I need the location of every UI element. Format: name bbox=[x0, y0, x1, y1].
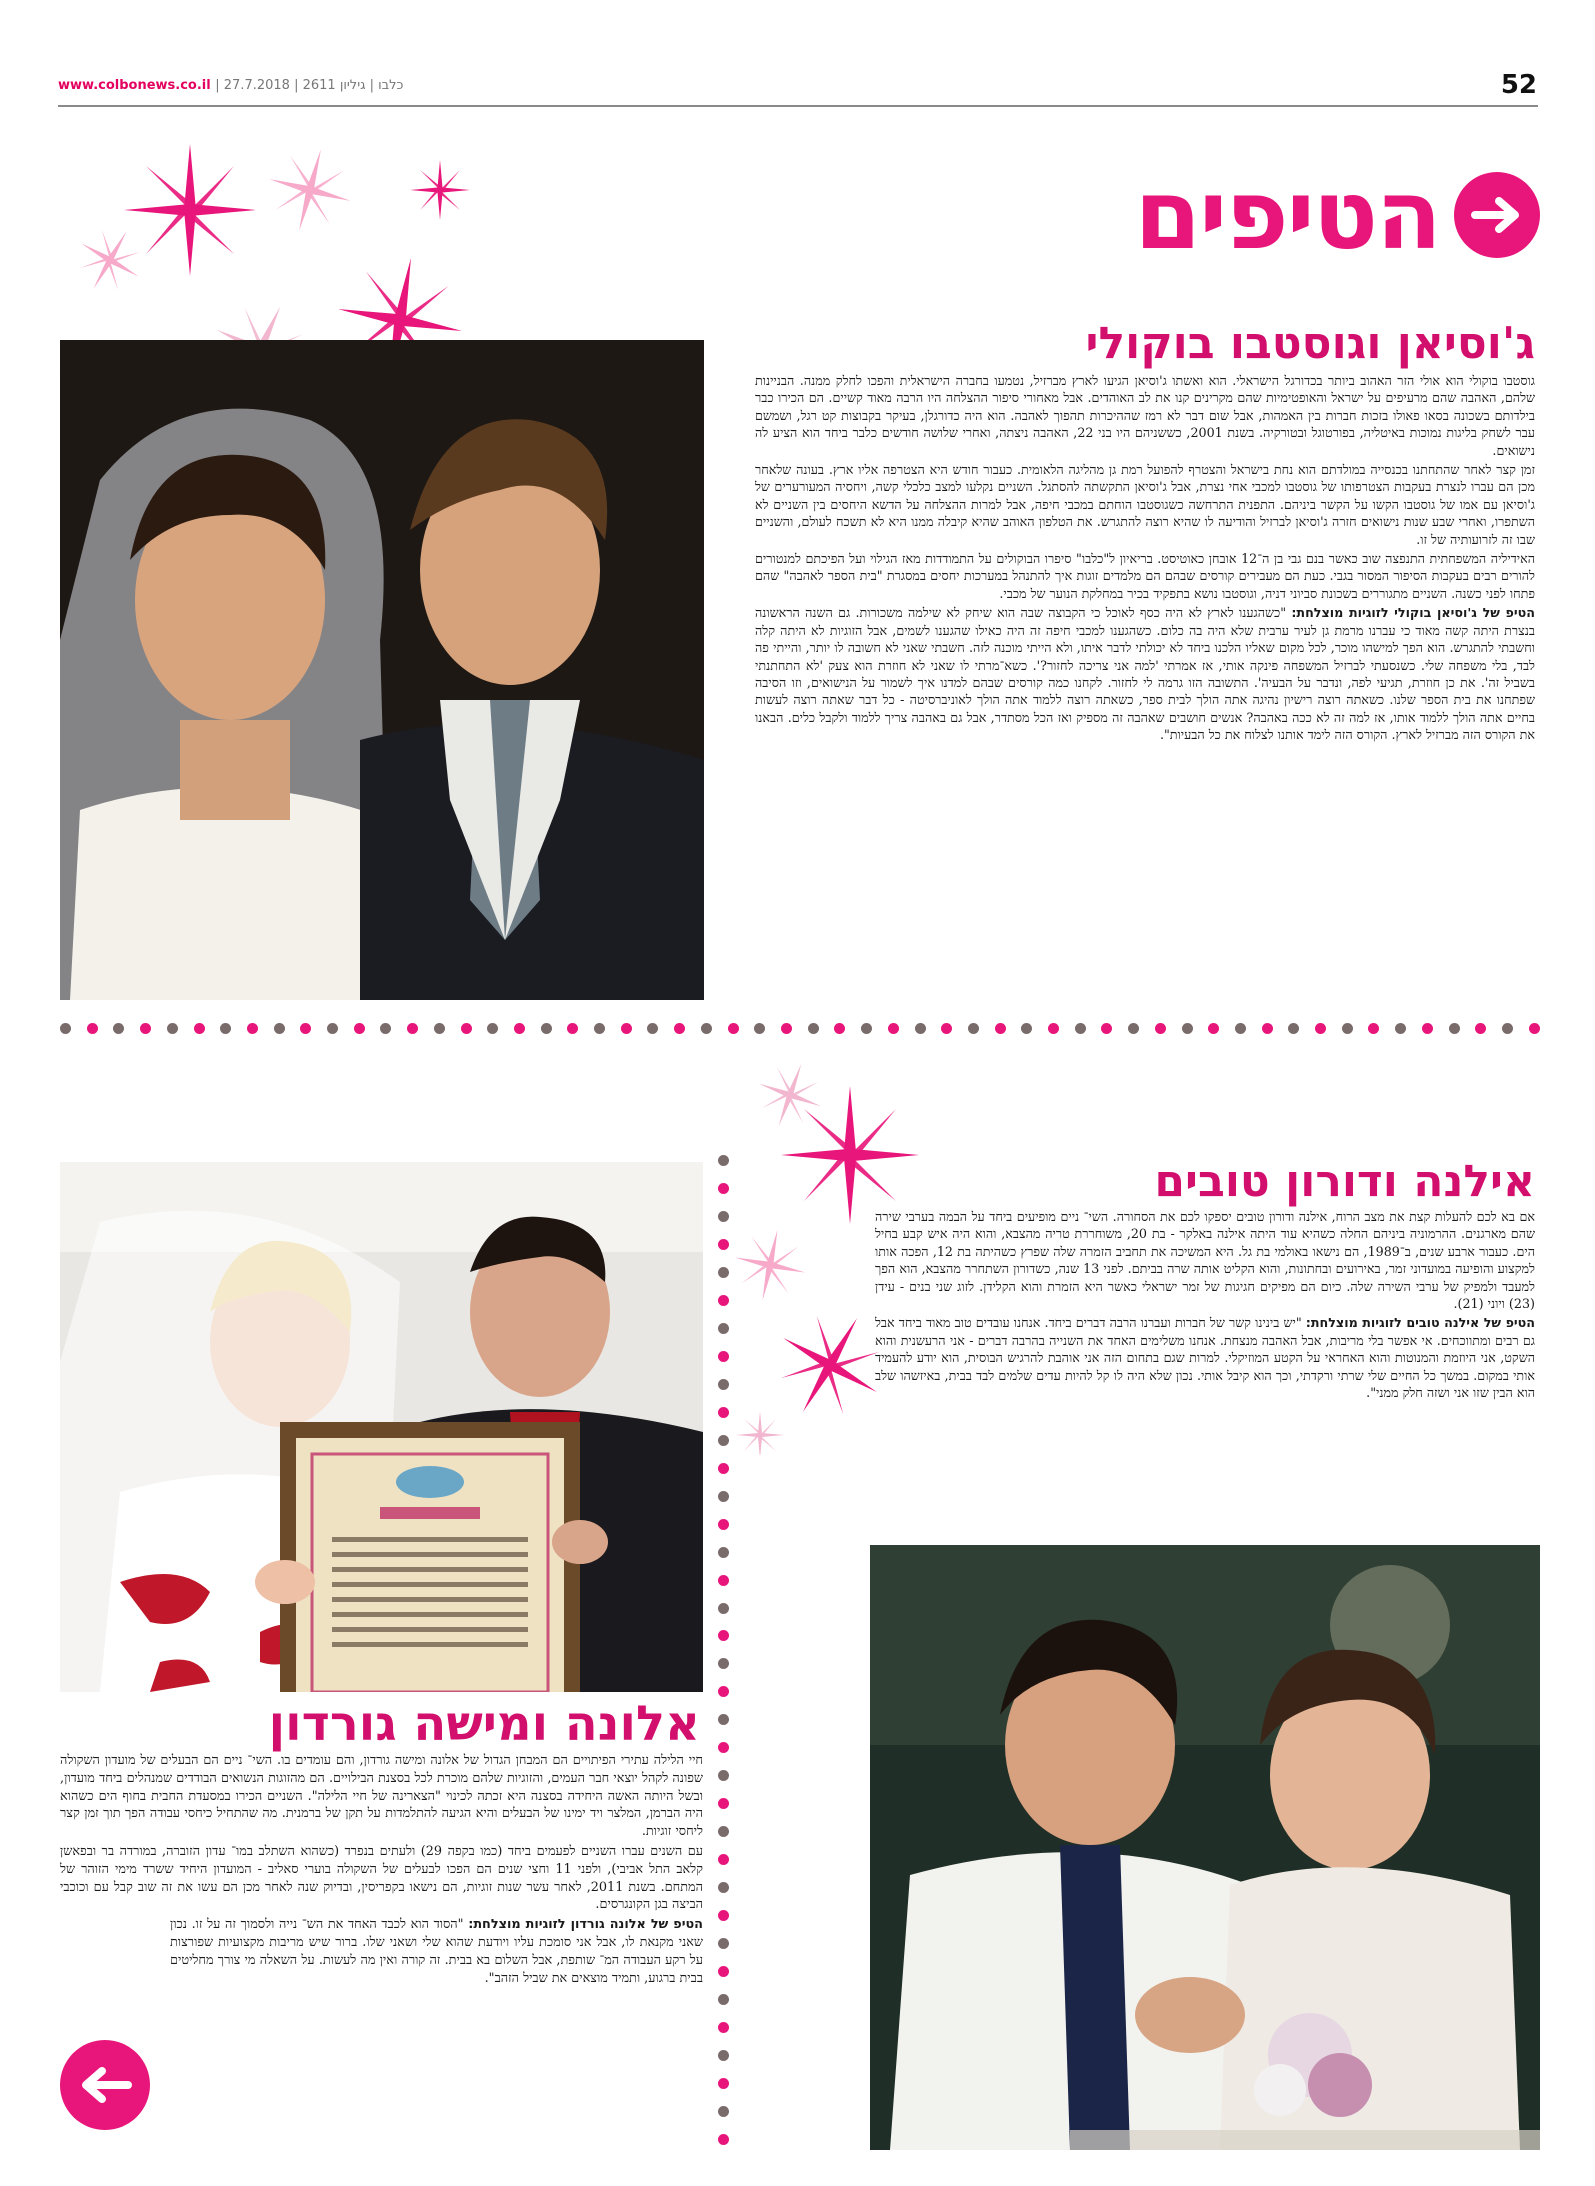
page-number: 52 bbox=[1500, 70, 1537, 100]
divider-dot bbox=[300, 1023, 311, 1034]
couple-vintage-photo bbox=[870, 1545, 1540, 2150]
divider-dot bbox=[1288, 1023, 1299, 1034]
divider-dot bbox=[1101, 1023, 1112, 1034]
divider-dot bbox=[247, 1023, 258, 1034]
divider-dot bbox=[718, 1547, 729, 1558]
divider-dot bbox=[808, 1023, 819, 1034]
divider-dot bbox=[754, 1023, 765, 1034]
divider-dot bbox=[718, 1966, 729, 1977]
divider-dot bbox=[354, 1023, 365, 1034]
divider-dot bbox=[718, 2134, 729, 2145]
divider-dot bbox=[718, 1658, 729, 1669]
divider-dot bbox=[718, 1323, 729, 1334]
divider-dot bbox=[718, 1491, 729, 1502]
divider-dot bbox=[1048, 1023, 1059, 1034]
divider-dot bbox=[718, 2022, 729, 2033]
divider-dot bbox=[781, 1023, 792, 1034]
divider-dot bbox=[718, 1407, 729, 1418]
story3-tip-lead: הטיפ של אלונה גורדון לזוגיות מוצלחת: bbox=[468, 1917, 703, 1933]
divider-dot bbox=[1021, 1023, 1032, 1034]
dotted-column-divider bbox=[718, 1155, 729, 2145]
story3-body bbox=[60, 1752, 703, 1989]
section-title: הטיפים bbox=[1134, 159, 1440, 271]
divider-dot bbox=[718, 1435, 729, 1446]
dotted-divider bbox=[60, 1023, 1540, 1034]
divider-dot bbox=[718, 1742, 729, 1753]
ketubah-couple-photo bbox=[60, 1162, 703, 1692]
story2-heading: אילנה ודורון טובים bbox=[1154, 1156, 1535, 1207]
divider-dot bbox=[701, 1023, 712, 1034]
divider-dot bbox=[718, 1379, 729, 1390]
divider-dot bbox=[167, 1023, 178, 1034]
divider-dot bbox=[194, 1023, 205, 1034]
story3-heading: אלונה ומישה גורדון bbox=[268, 1696, 700, 1752]
divider-dot bbox=[1502, 1023, 1513, 1034]
divider-dot bbox=[718, 2078, 729, 2089]
divider-dot bbox=[140, 1023, 151, 1034]
story1-tip-text: "כשהגענו לארץ לא היה כסף לאוכל כי הקבוצה שבה הוא שיחק לא שילמה משכורות. גם השנה הראשונה בנצרת היתה קשה מאוד כי עברנו מרמת גן לעיר ערבית שלא היה בה כלום. כשהגענו למכבי חיפה זה היה כאילו שהגענו לשמים, אבל הזוגיות לא היתה קלה וחשבתי להתגרש. הוא הפך למישהו מוכר, לכל מקום שאליו הלכנו ביחד לא יכולתי לדבר איתו, ולא הייתי מוכנה לזה. חשבתי שאני לא חשובה לו יותר, והייתי פה לבד, בלי משפחה שלי. כשנסעתי לברזיל המשפחה פינקה אותי, אז אמרתי 'למה אני צריכה לחזור?'. כשא־מרתי לו שאני לא חוזרת הוא צעק 'לא התחתנתי בשביל זה'. את כן חוזרת, תגיעי לפה, ונדבר על הבעיה'. התשובה הזו גרמה לי לחזור. לקחנו כמה קורסים שבהם למדנו איך לשמור על הנישואים, וזו הסיבה שפתחנו את בית הספר שלנו. כשאתה רוצה רישיון נהיגה אתה הולך לבית ספר, כשאתה רוצה ללמוד אתה הולך לאוניברסיטה - כל דבר שאתה רוצה לעשות בחיים אתה הולך ללמוד אותו, אז למה זה לא ככה באהבה? אנשים חושבים שאהבה זה מספיק ואז הכל מסתדר, אבל גם באהבה צריך ללמוד ולקבל כלים. הבאנו את הקורס הזה מברזיל לארץ. הקורס הזה לימד אותנו לצלוח את כל הבעיות". bbox=[755, 605, 1535, 743]
arrow-right-icon bbox=[1454, 172, 1540, 258]
divider-dot bbox=[718, 2106, 729, 2117]
divider-dot bbox=[718, 1603, 729, 1614]
divider-dot bbox=[718, 1630, 729, 1641]
divider-dot bbox=[718, 1826, 729, 1837]
divider-dot bbox=[718, 1183, 729, 1194]
divider-dot bbox=[718, 1994, 729, 2005]
divider-dot bbox=[834, 1023, 845, 1034]
site-url[interactable]: www.colbonews.co.il bbox=[58, 78, 211, 93]
header-site-line bbox=[58, 78, 403, 93]
story2-tip bbox=[875, 1314, 1535, 1401]
divider-dot bbox=[968, 1023, 979, 1034]
divider-dot bbox=[718, 1910, 729, 1921]
divider-dot bbox=[915, 1023, 926, 1034]
divider-dot bbox=[514, 1023, 525, 1034]
divider-dot bbox=[274, 1023, 285, 1034]
divider-dot bbox=[718, 1854, 729, 1865]
divider-dot bbox=[60, 1023, 71, 1034]
section-masthead bbox=[1134, 160, 1540, 270]
divider-dot bbox=[1475, 1023, 1486, 1034]
divider-dot bbox=[434, 1023, 445, 1034]
divider-dot bbox=[1315, 1023, 1326, 1034]
divider-dot bbox=[718, 1351, 729, 1362]
divider-dot bbox=[718, 1770, 729, 1781]
divider-dot bbox=[718, 2050, 729, 2061]
story1-tip-lead: הטיפ של ג'וסיאן בוקולי לזוגיות מוצלחת: bbox=[1291, 605, 1535, 621]
story2-tip-lead: הטיפ של אילנה טובים לזוגיות מוצלחת: bbox=[1305, 1315, 1535, 1331]
story2-paragraph: אם בא לכם להעלות קצת את מצב הרוח, אילנה ודורון טובים יספקו לכם את הסחורה. השי־ ניים מופיעים ביחד על הבמה בערבי שירה שהם מארגנים. ההרמוניה ביניהם החלה כשהיא עוד היתה אילנה באלקר - בת 20, משוחררת טריה מהצבא, והוא היה איש קבע בחיל הים. כעבור ארבע שנים, ב־1989, הם נישאו באולמי בת גל. היא המשיכה את תחביב הזמרה שלה שפרץ כשהיתה בת 12, הפכה אותו למקצוע והופיעה במועדוני זמר, באירועים ובחתונות, והוא הקליט אותה שרה בביתם. לפני 13 שנה, כשדורון השתחרר מהצבא, הוא הפך למעבד ולמפיק של ערבי השירה שלה. כיום הם מפיקים חגיגות של זמר ישראלי כאשר היא הזמרת והוא הקלידן. לזוג שני בנים - עידן (23) ויוני (21). bbox=[875, 1209, 1535, 1312]
divider-dot bbox=[1449, 1023, 1460, 1034]
story3-paragraph: עם השנים עברו השניים לפעמים ביחד (כמו בקפה 29) ולעתים בנפרד (כשהוא השתלב במו־ עדון הזוברה, במורדה בר ובפאשן קלאב התל אביבי), ולפני 11 וחצי שנים הם הפכו לבעלים של השקולה בוערי סאליב - המועדון היחיד ששרד מימי הזוהר של המתחם. בשנת 2011, לאחר עשר שנות זוגיות, הם נישאו בקפריסין, ובדיוק שנה לאחר מכן הם עשו את זה שוב קבל עם וכוכבי הביצה בגן הקונגרסים. bbox=[60, 1843, 703, 1913]
divider-dot bbox=[1235, 1023, 1246, 1034]
divider-dot bbox=[1128, 1023, 1139, 1034]
story1-tip bbox=[755, 604, 1535, 743]
divider-dot bbox=[220, 1023, 231, 1034]
divider-dot bbox=[1262, 1023, 1273, 1034]
story3-tip bbox=[60, 1916, 703, 1987]
divider-dot bbox=[718, 1211, 729, 1222]
divider-dot bbox=[380, 1023, 391, 1034]
divider-dot bbox=[647, 1023, 658, 1034]
story1-paragraph: זמן קצר לאחר שהתחתנו בכנסייה במולדתם הוא נחת בישראל והצטרף להפועל רמת גן מהליגה הלאומית. כעבור חודש היא הצטרפה אליו ארץ. בעונה שלאחר מכן הם עברו לנצרת בעקבות הצטרפותו של גוסטבו למכבי אחי נצרת, אבל ג'וסיאן התקשתה להסתגל. השניים נקלעו למצב כלכלי קשה, ויחסיה המעורערים של ג'וסיאן עם אמו של גוסטבו הקשו על הקשר ביניהם. התפנית התרחשה כשגוסטבו הוחתם במכבי חיפה, אבל למרות ההצלחה על הדשא היחסים בין השניים לא השתפרו, ואחרי שבע שנות נישואים חזרה ג'וסיאן לברזיל והודיעה לו שהיא רוצה להתגרש. את הטלפון האוהב שהיא קיבלה ממנו היא לא תשכח לעולם, והשניים שבו זה לזרועותיה של זו. bbox=[755, 462, 1535, 547]
divider-dot bbox=[327, 1023, 338, 1034]
story1-paragraph: גוסטבו בוקולי הוא אולי הזר האהוב ביותר בכדורגל הישראלי. הוא ואשתו ג'וסיאן הגיעו לארץ מברזיל, נטמעו בחברה הישראלית והפכו לחלק ממנה. הבניינות שלהם, האהבה שהם מרעיפים על ישראל והאופטימיות שהם מקרינים קנו את לב האוהדים. אבל מאחורי סיפור ההצלחה היו הרבה מאוד קשיים. הם הכירו כבר בילדותם בשכונה בסאו פאולו בזכות חברות בין האמהות, אבל שום דבר לא רמז שההיכרות תהפוך לאהבה. הוא היה כדורגלן, בעיקר בקבוצות קט רגל, ושמשם עבר לשחק בליגות נמוכות באיטליה, בפורטוגל ובטורקיה. בשנת 2001, כששניהם היו בני 22, האהבה ניצתה, ואחרי שלושה חודשים כלבר ביחד הוא הציע לה נישואים. bbox=[755, 373, 1535, 458]
divider-dot bbox=[718, 1938, 729, 1949]
story2-tip-text: "יש בינינו קשר של חברות ועברנו הרבה דברים ביחד. אנחנו עובדים טוב מאוד ביחד אבל גם רבים ומתווכחים. אי אפשר בלי מריבות, אבל האהבה מנצחת. אנחנו משלימים האחד את השנייה בהרבה דברים - אני הרעשנית והוא השקט, אני היוזמת והמנוטות והוא האחראי על הקטע המוזיקלי. למרות שגם בתחום הזה אני אוהבת להרגיש הבוסית, הוא יודע להעמיד אותי במקום. במשך כל החיים שלי שרתי ורקדתי, וכך הוא קיבל אותי. נכון שלא היה לו קל להיות עדים שלמים לבד בבית, באיזשהו שלב הוא הבין שזו אני ושזה חלק ממני". bbox=[875, 1315, 1535, 1401]
issue-meta: | כלבו | גיליון 2611 | 27.7.2018 bbox=[215, 78, 404, 93]
divider-dot bbox=[718, 1575, 729, 1586]
divider-dot bbox=[1155, 1023, 1166, 1034]
divider-dot bbox=[718, 1155, 729, 1166]
header-rule bbox=[58, 105, 1538, 107]
story3-tip-text: "הסוד הוא לכבד האחד את הש־ נייה ולסמוך זה על זו. נכון שאני מקנאת לו, אבל אני סומכת עליו ויודעת שהוא שלי ושאני שלו. ברור שיש מריבות מקצועיות שפורצות על רקע העבודה המ־ שותפת, אבל השלום בא בבית. זה קורה ואין מה לעשות. על השאלה מי צורך מחליטים בבית ברגוע, ותמיד מוצאים את שביל הזהב". bbox=[170, 1917, 703, 1986]
story2-body bbox=[875, 1208, 1535, 1403]
divider-dot bbox=[718, 1882, 729, 1893]
divider-dot bbox=[621, 1023, 632, 1034]
divider-dot bbox=[541, 1023, 552, 1034]
divider-dot bbox=[1422, 1023, 1433, 1034]
divider-dot bbox=[674, 1023, 685, 1034]
divider-dot bbox=[461, 1023, 472, 1034]
divider-dot bbox=[87, 1023, 98, 1034]
divider-dot bbox=[728, 1023, 739, 1034]
divider-dot bbox=[718, 1519, 729, 1530]
divider-dot bbox=[888, 1023, 899, 1034]
divider-dot bbox=[1342, 1023, 1353, 1034]
divider-dot bbox=[718, 1267, 729, 1278]
story1-body bbox=[755, 372, 1535, 746]
divider-dot bbox=[995, 1023, 1006, 1034]
divider-dot bbox=[1368, 1023, 1379, 1034]
divider-dot bbox=[487, 1023, 498, 1034]
divider-dot bbox=[718, 1714, 729, 1725]
story1-heading: ג'וסיאן וגוסטבו בוקולי bbox=[1085, 318, 1535, 369]
divider-dot bbox=[113, 1023, 124, 1034]
divider-dot bbox=[1182, 1023, 1193, 1034]
divider-dot bbox=[1529, 1023, 1540, 1034]
divider-dot bbox=[407, 1023, 418, 1034]
divider-dot bbox=[718, 1463, 729, 1474]
divider-dot bbox=[1075, 1023, 1086, 1034]
story3-paragraph: חיי הלילה עתירי הפיתויים הם המבחן הגדול של אלונה ומישה גורדון, והם עומדים בו. השי־ ניים הם הבעלים של מועדון השקולה שפונה לקהל יוצאי חבר העמים, והזוגיות שלהם מוכרת לכל בסצנת הבילויים. הם מהזוגות הנשואים הבודדים שמנהלים ביחד מועדון, ובשל היותה האשה היחידה בסצנה היא זכתה לכינוי "הצארינה של חיי הלילה". השניים הכירו במסעדת החבית בחוף הים כשהוא היה הברמן, המלצר ויד ימינו של הבעלים והיא הגיעה להתלמדות על תקן של ברמנית. מה שהתחיל כיחסי עבודה הפך תוך זמן קצר ליחסי זוגיות. bbox=[60, 1753, 703, 1840]
divider-dot bbox=[1395, 1023, 1406, 1034]
divider-dot bbox=[594, 1023, 605, 1034]
divider-dot bbox=[941, 1023, 952, 1034]
divider-dot bbox=[718, 1798, 729, 1809]
divider-dot bbox=[861, 1023, 872, 1034]
divider-dot bbox=[718, 1686, 729, 1697]
arrow-left-icon[interactable] bbox=[60, 2040, 150, 2130]
divider-dot bbox=[1208, 1023, 1219, 1034]
story1-paragraph: האידיליה המשפחתית התנפצה שוב כאשר בנם גבי בן ה־12 אובחן כאוטיסט. בריאיון ל"כלבו" סיפרו הבוקולים על התמודדות מאז הגילוי ועל הפיכתם למנטורים להורים רבים בעקבות הסיפור המסור בגבי. כעת הם מעבירים קורסים שבהם הם מלמדים זוגות איך להתנהל במערכות יחסים במסגרת "בית הספר לאהבה" שהם פתחו לפני כשנה. השניים מתגוררים בשכונת סביוני דניה, וגוסטבו נושא בתפקיד בכיר במחלקת הנוער של מכבי. bbox=[755, 551, 1536, 601]
divider-dot bbox=[718, 1239, 729, 1250]
divider-dot bbox=[567, 1023, 578, 1034]
divider-dot bbox=[718, 1295, 729, 1306]
bride-groom-photo bbox=[60, 340, 704, 1000]
